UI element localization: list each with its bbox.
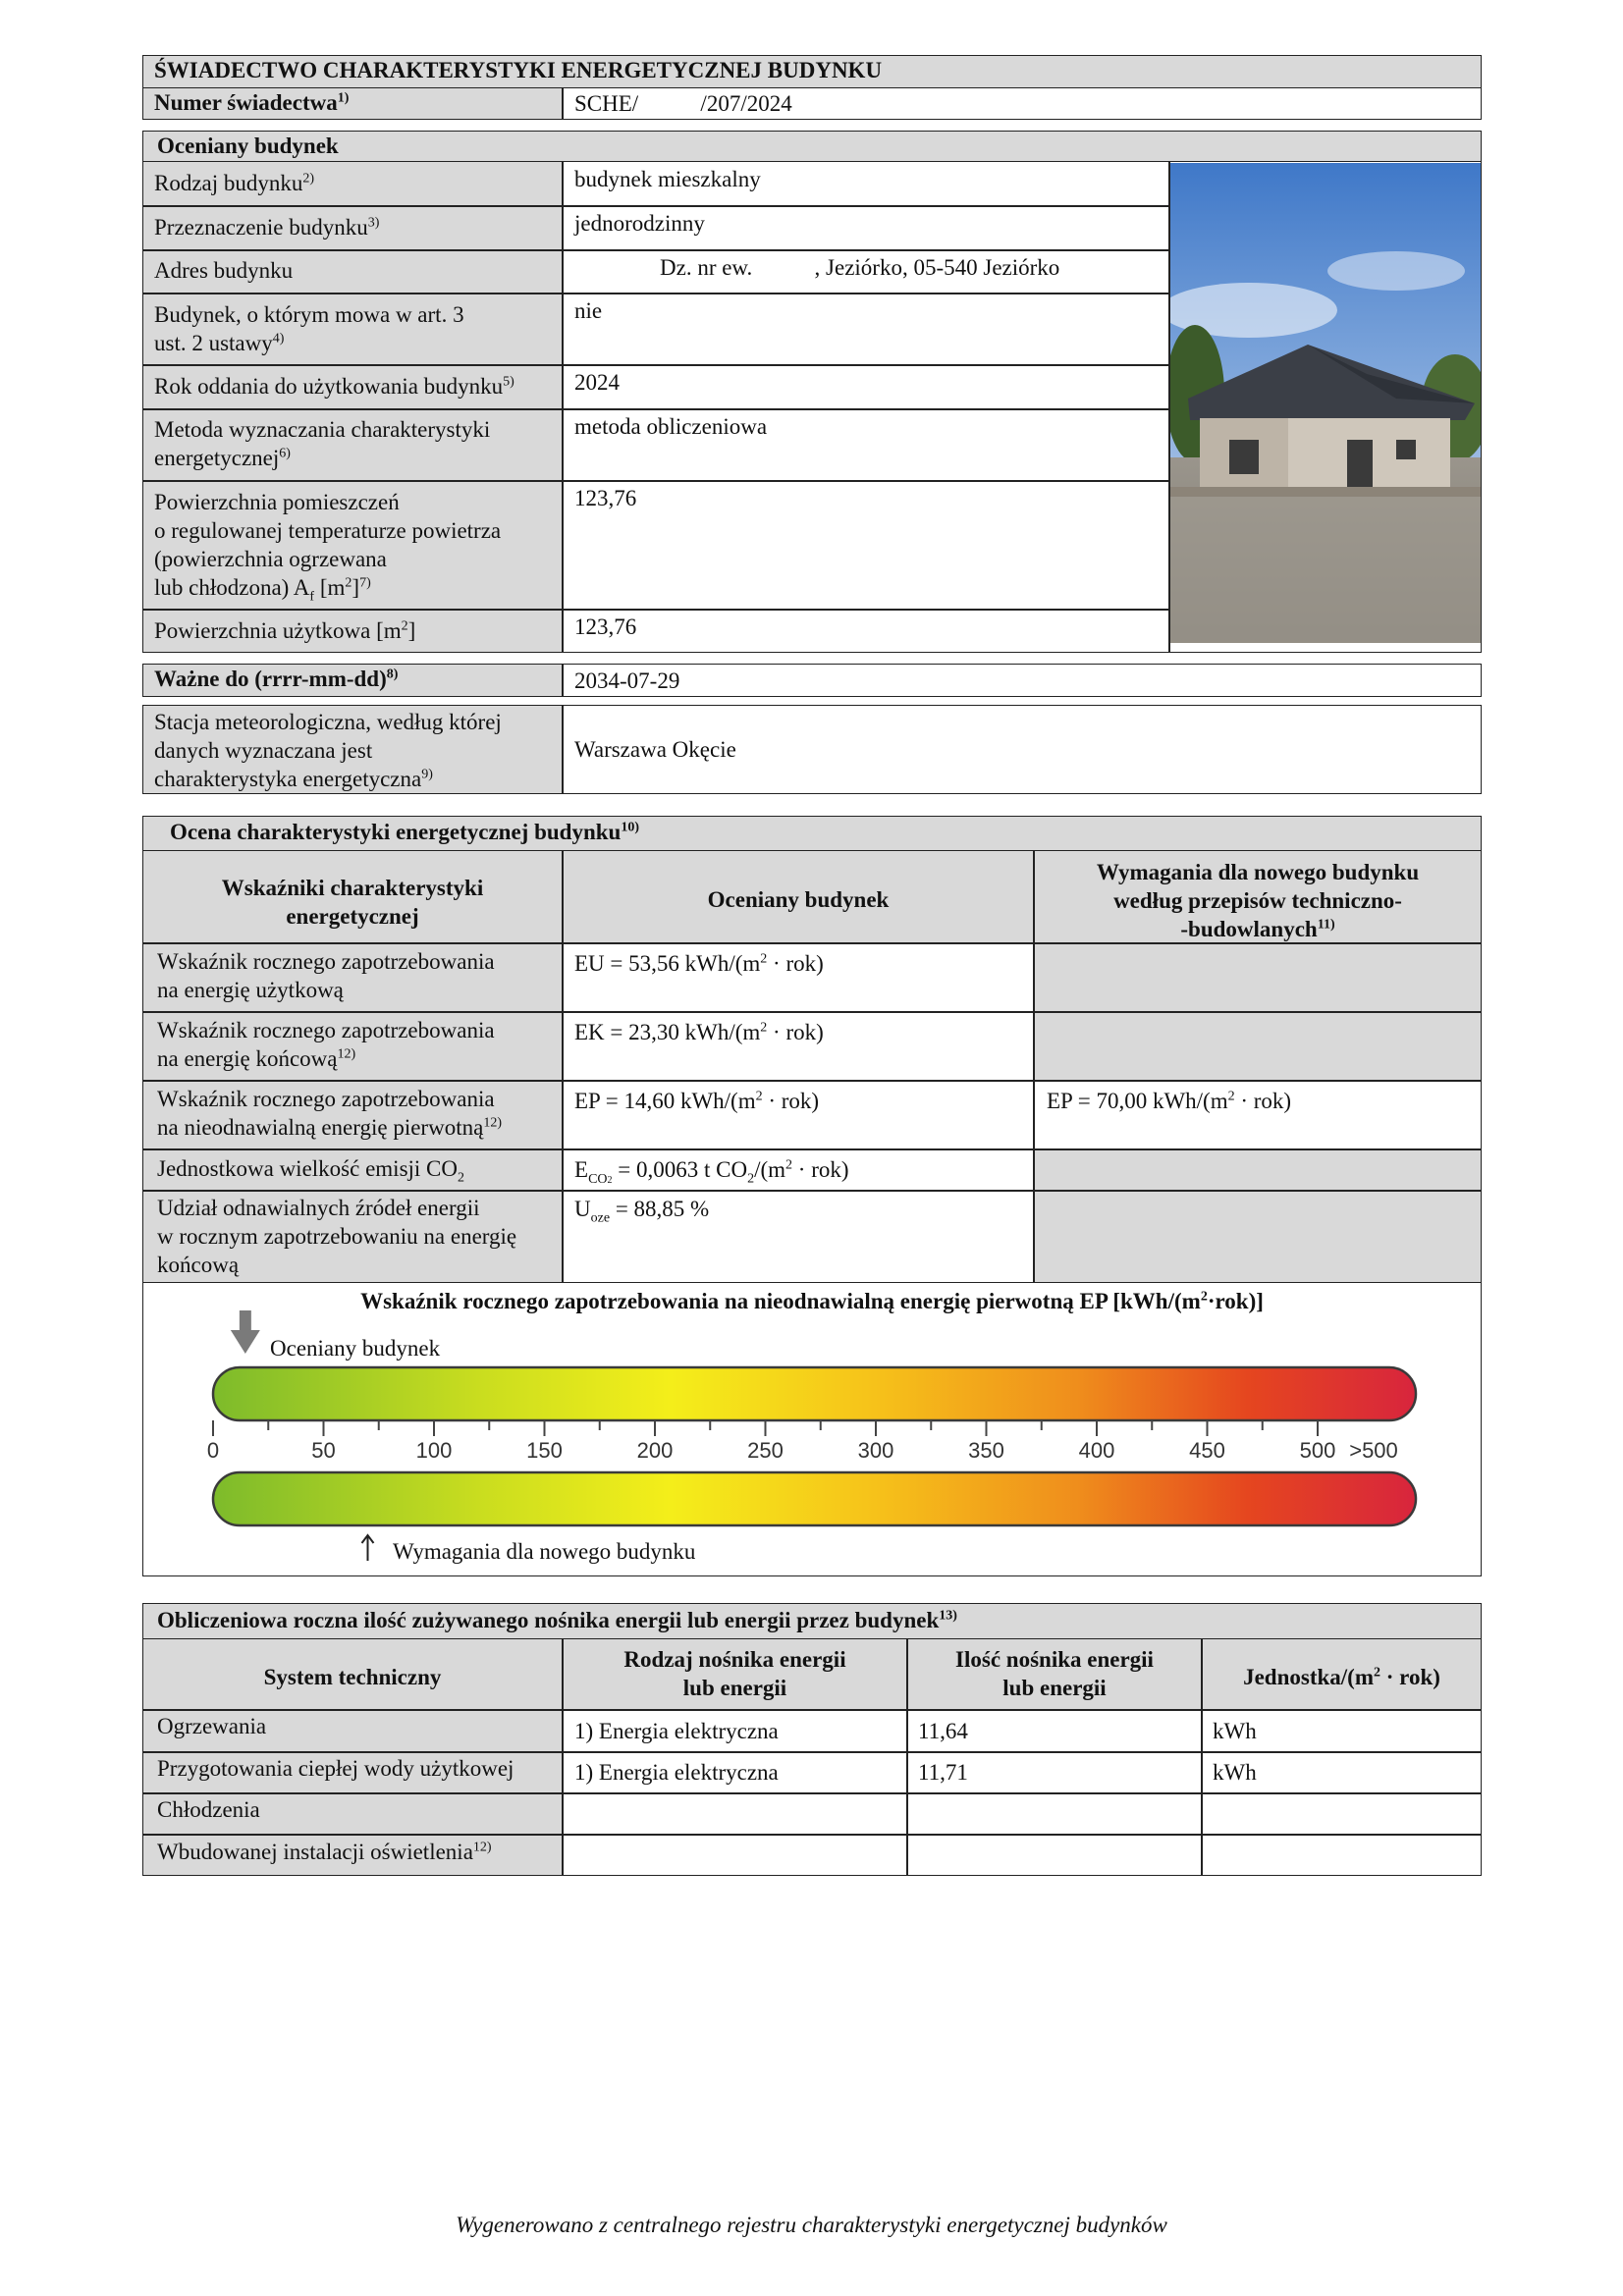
building-type-label: Rodzaj budynku$^{2)}$: [154, 171, 315, 195]
assessment-col1-header: Wskaźniki charakterystyki energetycznej: [221, 876, 484, 929]
req-empty-1: [1035, 944, 1481, 1011]
scale-tick-label: 200: [636, 1438, 674, 1463]
building-purpose-label: Przeznaczenie budynku$^{3)}$: [154, 215, 380, 240]
ep-label: Wskaźnik rocznego zapotrzebowania na nieodnawialną energię pierwotną$^{12)}$: [157, 1087, 502, 1140]
scale-tick-label: 400: [1078, 1438, 1115, 1463]
ek-label: Wskaźnik rocznego zapotrzebowania na energię końcową$^{12)}$: [157, 1018, 495, 1071]
assessment-col3-header: Wymagania dla nowego budynku według przepisów techniczno- -budowlanych$^{11)}$: [1096, 860, 1420, 941]
hot-water-carrier: 1) Energia elektryczna: [574, 1760, 779, 1785]
consumption-col4-header: Jednostka/$(m^2 \cdot rok)$: [1243, 1665, 1440, 1689]
consumption-col3-header: Ilość nośnika energii lub energii: [955, 1647, 1154, 1700]
footer-note: Wygenerowano z centralnego rejestru charakterystyki energetycznej budynków: [456, 2213, 1167, 2237]
year-value: 2024: [574, 370, 620, 395]
consumption-col2-header: Rodzaj nośnika energii lub energii: [623, 1647, 846, 1700]
req-empty-4: [1035, 1150, 1481, 1190]
ep-marker-shaft: [240, 1310, 251, 1332]
art3-value: nie: [574, 298, 603, 323]
heating-amount: 11,64: [918, 1719, 968, 1743]
scale-tick-label: 300: [857, 1438, 894, 1463]
renewables-label: Udział odnawialnych źródeł energii w rocznym zapotrzebowaniu na energię końcową: [157, 1196, 517, 1277]
consumption-row-heating: Ogrzewania: [157, 1714, 267, 1738]
co2-value: $E_{CO2} = 0,0063$ t $CO_2/(m^2 \cdot rok)$: [574, 1157, 849, 1187]
hot-water-unit: kWh: [1213, 1760, 1257, 1785]
req-empty-5: [1035, 1192, 1481, 1282]
certificate-number-label: Numer świadectwa$^{1)}$: [154, 90, 350, 115]
certificate-number-value: SCHE/ /207/2024: [574, 91, 792, 116]
building-photo: [1170, 163, 1481, 643]
scale-tick-label: 500: [1299, 1438, 1336, 1463]
renewables-value: $U_{oze} = 88,85$ %: [574, 1197, 710, 1226]
ep-scale-ticks: [207, 1420, 1398, 1463]
ep-requirement-marker: [362, 1535, 374, 1561]
assessment-col2-header: Oceniany budynek: [707, 887, 890, 912]
valid-until-value: 2034-07-29: [574, 668, 680, 693]
scale-tick-label: 50: [311, 1438, 336, 1463]
art3-label: Budynek, o którym mowa w art. 3 ust. 2 ustawy$^{4)}$: [154, 302, 464, 355]
building-address-label: Adres budynku: [154, 258, 294, 283]
building-purpose-value: jednorodzinny: [574, 211, 705, 236]
ep-building-marker: [231, 1310, 260, 1354]
scale-tick-label: >500: [1349, 1438, 1398, 1463]
consumption-col1-header: System techniczny: [263, 1665, 442, 1689]
heated-area-label: Powierzchnia pomieszczeń o regulowanej temperaturze powietrza (powierzchnia ogrzewana lub chłodzona) $A_f$ $[m^2]^{7)}$: [154, 490, 502, 605]
consumption-title: Obliczeniowa roczna ilość zużywanego nośnika energii lub energii przez budynek$^{13)}$: [157, 1608, 957, 1632]
eu-value: EU = 53,56 kWh/$(m^2 \cdot rok)$: [574, 951, 824, 976]
heating-unit: kWh: [1213, 1719, 1257, 1743]
ep-scale-top-label: Oceniany budynek: [270, 1336, 441, 1361]
ep-scale-title: Wskaźnik rocznego zapotrzebowania na nieodnawialną energię pierwotną EP $[kWh/(m^2\cdot rok)]$: [360, 1289, 1264, 1313]
scale-tick-label: 250: [747, 1438, 784, 1463]
ek-value: EK = 23,30 kWh/$(m^2 \cdot rok)$: [574, 1020, 824, 1044]
consumption-row-lighting: Wbudowanej instalacji oświetlenia$^{12)}$: [157, 1840, 492, 1864]
building-section-title: Oceniany budynek: [157, 133, 339, 158]
scale-tick-label: 100: [415, 1438, 453, 1463]
req-empty-2: [1035, 1013, 1481, 1080]
usable-area-label: Powierzchnia użytkowa $[m^2]$: [154, 618, 416, 643]
ep-value: EP = 14,60 kWh/$(m^2 \cdot rok)$: [574, 1089, 820, 1113]
heated-area-value: 123,76: [574, 486, 637, 510]
ep-marker-head: [231, 1330, 260, 1354]
scale-tick-label: 150: [526, 1438, 563, 1463]
heating-carrier: 1) Energia elektryczna: [574, 1719, 779, 1743]
ep-requirement: EP = 70,00 kWh/$(m^2 \cdot rok)$: [1047, 1089, 1292, 1113]
building-type-value: budynek mieszkalny: [574, 167, 761, 191]
building-address-value: Dz. nr ew. , Jeziórko, 05-540 Jeziórko: [660, 255, 1060, 280]
station-label: Stacja meteorologiczna, według której danych wyznaczana jest charakterystyka energetyczna$^{9)}$: [154, 710, 502, 791]
usable-area-value: 123,76: [574, 614, 637, 639]
house-photo-illustration: [1170, 163, 1481, 643]
method-label: Metoda wyznaczania charakterystyki energetycznej$^{6)}$: [154, 417, 491, 470]
eu-label: Wskaźnik rocznego zapotrzebowania na energię użytkową: [157, 949, 495, 1002]
ep-scale-bottom-label: Wymagania dla nowego budynku: [393, 1539, 696, 1564]
hot-water-amount: 11,71: [918, 1760, 968, 1785]
assessment-title: Ocena charakterystyki energetycznej budynku$^{10)}$: [170, 820, 639, 844]
method-value: metoda obliczeniowa: [574, 414, 768, 439]
year-label: Rok oddania do użytkowania budynku$^{5)}$: [154, 374, 514, 399]
consumption-row-cooling: Chłodzenia: [157, 1797, 260, 1822]
certificate-title: ŚWIADECTWO CHARAKTERYSTYKI ENERGETYCZNEJ BUDYNKU: [154, 58, 883, 82]
co2-label: Jednostkowa wielkość emisji $CO_2$: [157, 1156, 464, 1186]
station-value: Warszawa Okęcie: [574, 737, 736, 762]
scale-tick-label: 350: [968, 1438, 1004, 1463]
valid-until-label: Ważne do (rrrr-mm-dd)$^{8)}$: [154, 667, 399, 691]
scale-tick-label: 0: [206, 1438, 220, 1463]
ep-scale-bottom-bar: [213, 1472, 1416, 1525]
building-section-header: [142, 131, 1482, 162]
consumption-row-hot-water: Przygotowania ciepłej wody użytkowej: [157, 1756, 514, 1781]
scale-tick-label: 450: [1189, 1438, 1225, 1463]
